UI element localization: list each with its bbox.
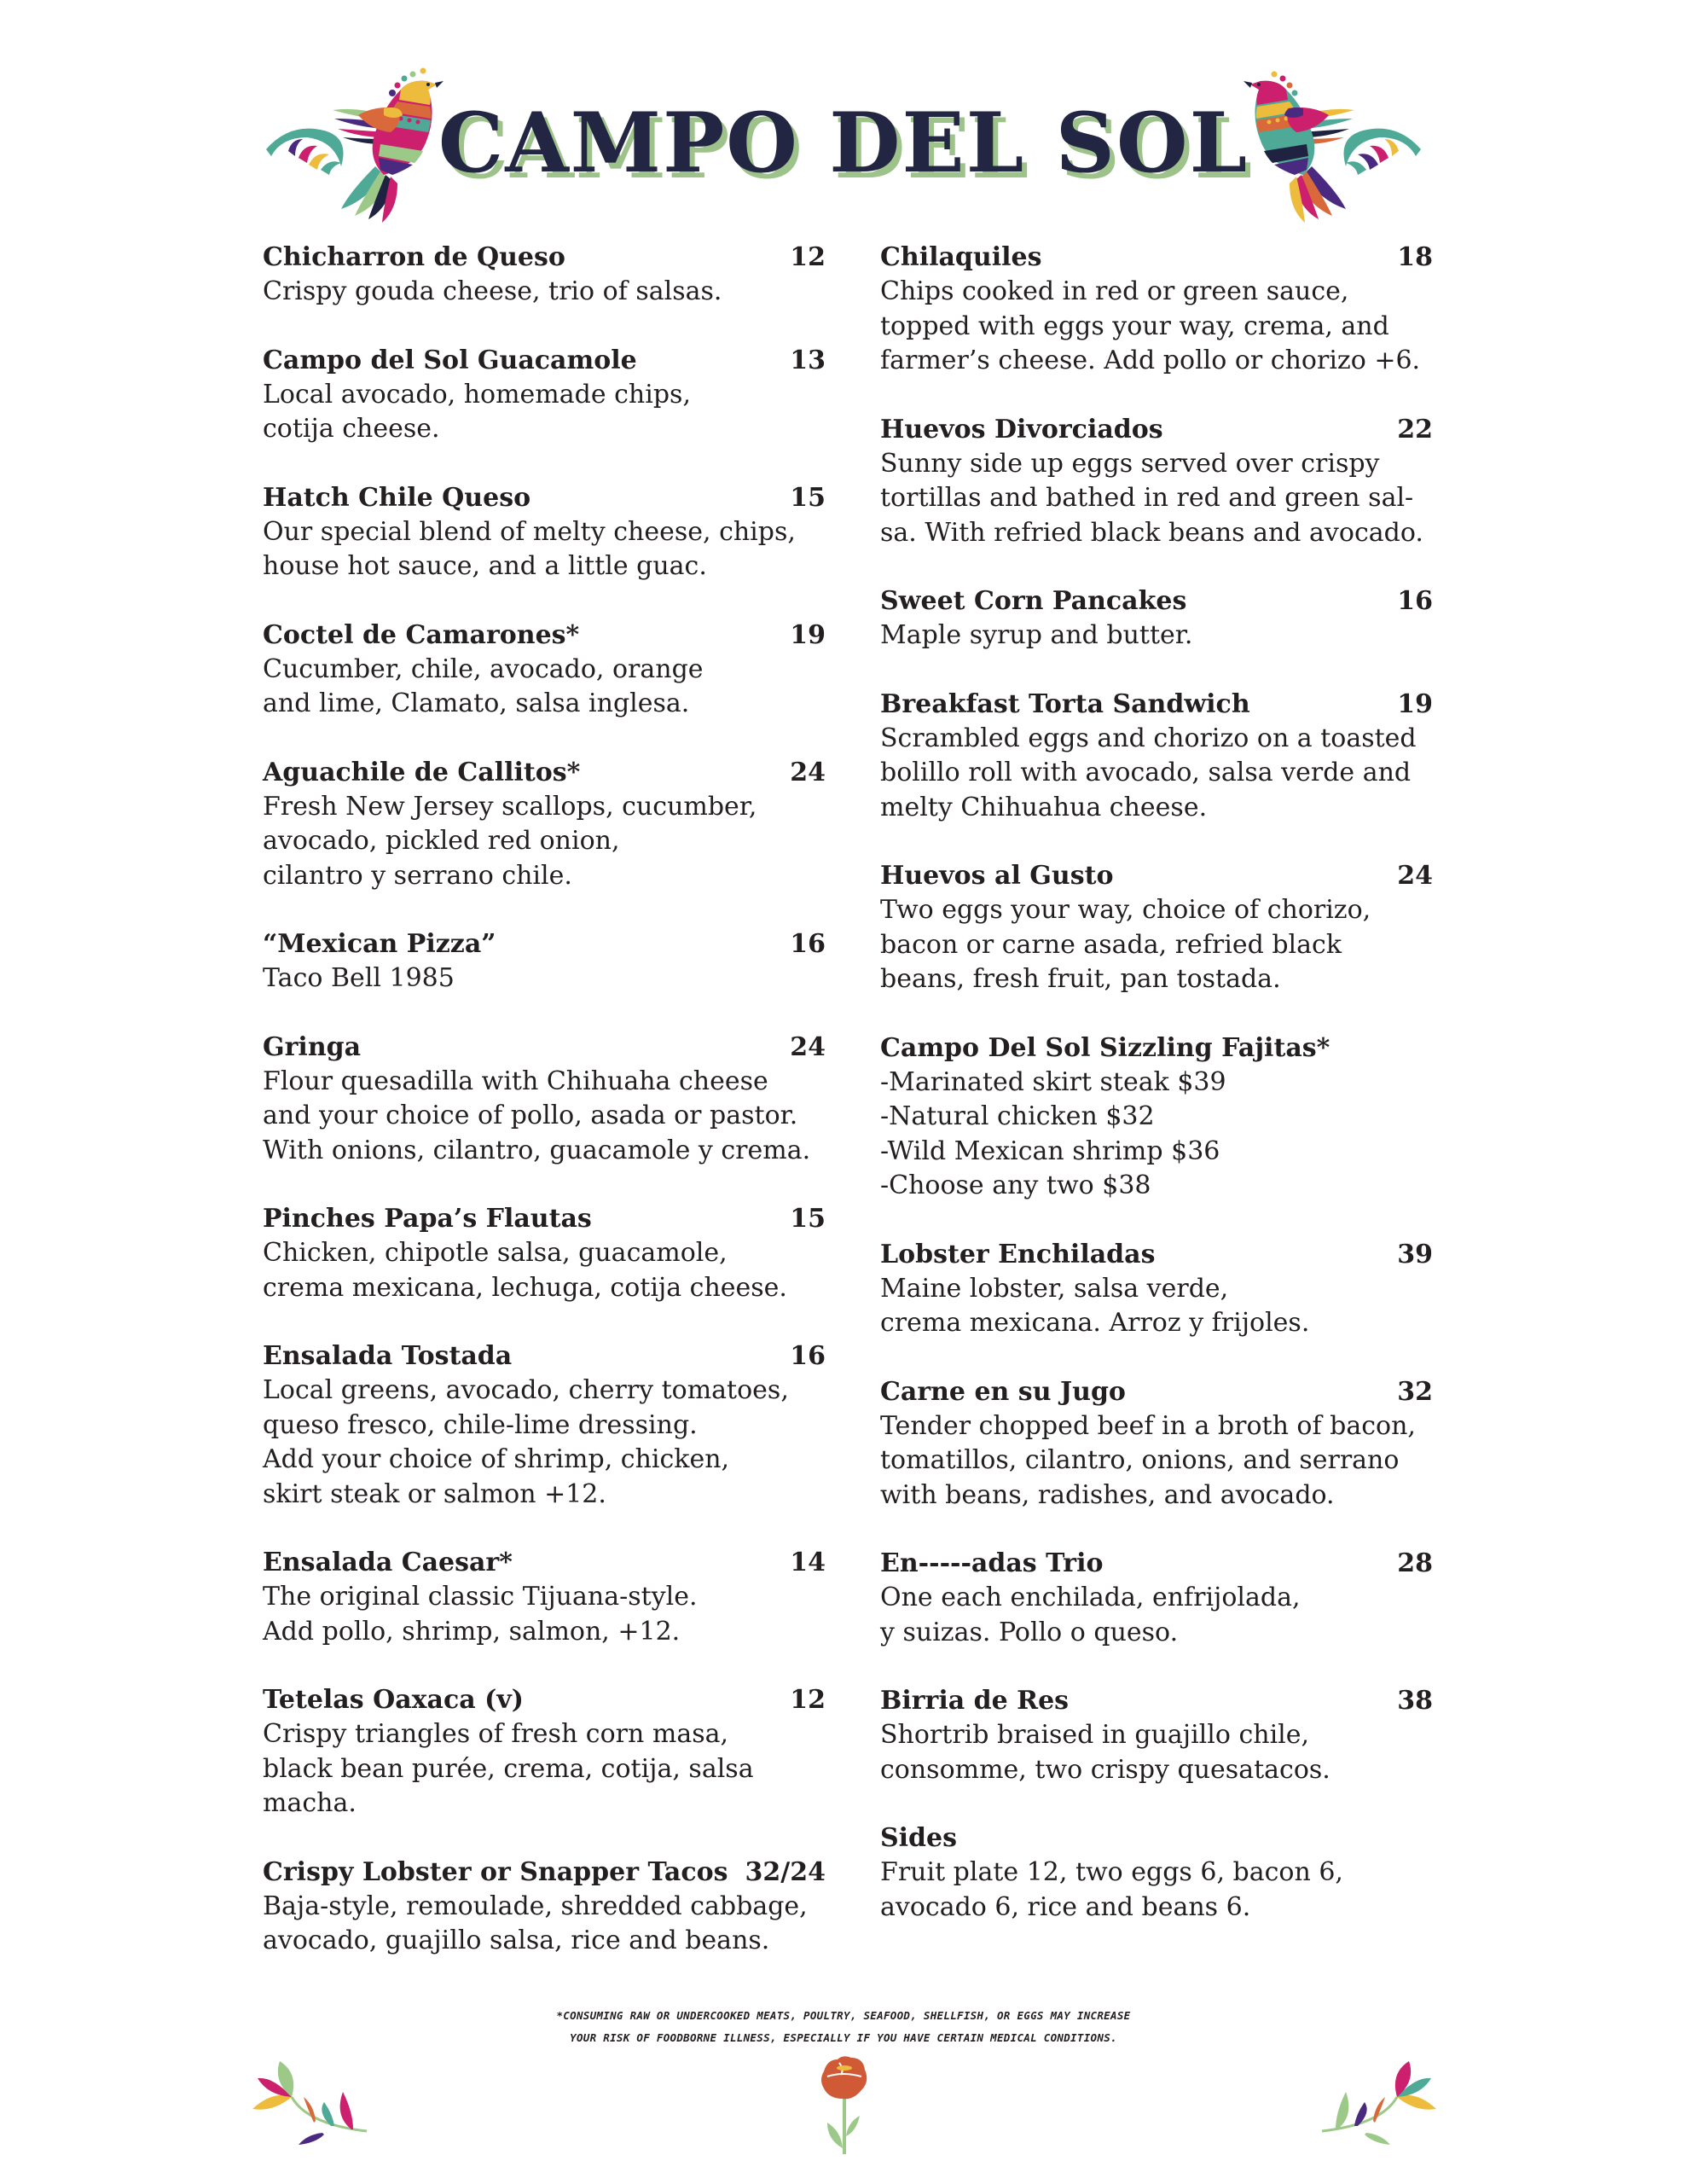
menu-item-header xyxy=(880,1031,1433,1066)
menu-item-price: 12 xyxy=(790,242,826,272)
menu-item-header xyxy=(263,344,826,378)
menu-item xyxy=(263,344,826,447)
menu-item-description: Local avocado, homemade chips, cotija cheese. xyxy=(263,379,691,444)
leaf-sprig-icon xyxy=(1296,2030,1450,2150)
menu-item xyxy=(263,1856,826,1959)
menu-item-name: En-----adas Trio xyxy=(880,1548,1104,1578)
menu-item-name: Huevos al Gusto xyxy=(880,861,1114,891)
menu-item-header xyxy=(880,1821,1433,1856)
menu-item-header xyxy=(263,927,826,961)
menu-item-description: Chicken, chipotle salsa, guacamole, crema mexicana, lechuga, cotija cheese. xyxy=(263,1238,787,1303)
menu-item xyxy=(880,1238,1433,1341)
menu-item-description: Baja-style, remoulade, shredded cabbage, avocado, guajillo salsa, rice and beans. xyxy=(263,1891,808,1955)
menu-item-description: Maine lobster, salsa verde, crema mexicana. Arroz y frijoles. xyxy=(880,1273,1310,1338)
menu-item-price: 22 xyxy=(1397,414,1433,444)
menu-item-header xyxy=(880,1547,1433,1581)
menu-item-description: Fruit plate 12, two eggs 6, bacon 6, avocado 6, rice and beans 6. xyxy=(880,1857,1343,1922)
menu-item-header xyxy=(880,1375,1433,1409)
menu-item xyxy=(880,859,1433,997)
menu-item-description: Two eggs your way, choice of chorizo, bacon or carne asada, refried black beans, fresh fruit, pan tostada. xyxy=(880,895,1371,994)
menu-item-name: Ensalada Caesar* xyxy=(263,1548,513,1577)
menu-item xyxy=(263,1202,826,1305)
menu-item-name: Crispy Lobster or Snapper Tacos xyxy=(263,1856,728,1887)
menu-item-price: 28 xyxy=(1397,1548,1433,1578)
menu-item-price: 16 xyxy=(1397,586,1433,616)
menu-item-name: Birria de Res xyxy=(880,1686,1070,1716)
menu-item xyxy=(880,1821,1433,1925)
menu-item-price: 15 xyxy=(790,482,826,513)
menu-item-name: Huevos Divorciados xyxy=(880,414,1163,444)
menu-item-header xyxy=(263,1202,826,1236)
menu-item-price: 19 xyxy=(790,619,826,650)
menu-item-price: 16 xyxy=(790,929,826,959)
menu-item-description: -Marinated skirt steak $39 -Natural chicken $32 -Wild Mexican shrimp $36 -Choose any two $38 xyxy=(880,1066,1226,1200)
menu-item-name: Hatch Chile Queso xyxy=(263,482,531,513)
menu-item-price: 24 xyxy=(790,757,826,787)
menu-item-price: 16 xyxy=(790,1341,826,1371)
menu-item-description: Maple syrup and butter. xyxy=(880,620,1193,650)
menu-item-header xyxy=(263,481,826,515)
menu-item xyxy=(880,241,1433,379)
menu-header xyxy=(0,0,1687,222)
menu-item-description: Fresh New Jersey scallops, cucumber, avocado, pickled red onion, cilantro y serrano chile. xyxy=(263,791,757,891)
menu-item xyxy=(880,688,1433,826)
menu-item-description: Crispy triangles of fresh corn masa, black bean purée, crema, cotija, salsa macha. xyxy=(263,1719,754,1818)
menu-item xyxy=(263,241,826,310)
menu-item-header xyxy=(880,859,1433,893)
disclaimer-line: *CONSUMING RAW OR UNDERCOOKED MEATS, POULTRY, SEAFOOD, SHELLFISH, OR EGGS MAY INCREASE xyxy=(556,2009,1131,2022)
menu-item-name: Sweet Corn Pancakes xyxy=(880,586,1187,616)
menu-item xyxy=(880,1375,1433,1513)
menu-item-header xyxy=(263,1546,826,1580)
menu-item-header xyxy=(263,241,826,275)
menu-item-header xyxy=(263,1339,826,1374)
menu-item xyxy=(880,584,1433,653)
menu-item-header xyxy=(263,1683,826,1717)
menu-item-description: Flour quesadilla with Chihuaha cheese and your choice of pollo, asada or pastor. With onions, cilantro, guacamole y crema. xyxy=(263,1066,811,1165)
menu-column-right xyxy=(880,241,1433,1959)
menu-item-name: Campo del Sol Guacamole xyxy=(263,345,637,375)
menu-item-description: Scrambled eggs and chorizo on a toasted bolillo roll with avocado, salsa verde and melty Chihuahua cheese. xyxy=(880,723,1417,822)
menu-item-description: One each enchilada, enfrijolada, y suizas. Pollo o queso. xyxy=(880,1583,1301,1647)
menu-item-name: Chilaquiles xyxy=(880,242,1042,272)
menu-item-price: 32 xyxy=(1397,1376,1433,1407)
menu-item-description: Crispy gouda cheese, trio of salsas. xyxy=(263,276,722,306)
menu-item-price: 15 xyxy=(790,1204,826,1234)
menu-item-name: Breakfast Torta Sandwich xyxy=(880,688,1250,719)
menu-item-name: Sides xyxy=(880,1823,958,1853)
poppy-flower-icon xyxy=(793,2048,896,2167)
menu-item-price: 39 xyxy=(1397,1239,1433,1269)
menu-item xyxy=(880,1547,1433,1650)
menu-item-price: 13 xyxy=(790,345,826,375)
menu-item-name: Lobster Enchiladas xyxy=(880,1239,1156,1269)
menu-item-price: 32/24 xyxy=(745,1856,826,1887)
menu-item-description: Chips cooked in red or green sauce, topped with eggs your way, crema, and farmer’s cheese. Add pollo or chorizo +6. xyxy=(880,276,1421,375)
menu-item-header xyxy=(880,413,1433,447)
menu-item-header xyxy=(263,1856,826,1890)
menu-item xyxy=(263,1546,826,1649)
menu-item-price: 14 xyxy=(790,1548,826,1577)
menu-item xyxy=(263,927,826,996)
menu-item-description: Sunny side up eggs served over crispy tortillas and bathed in red and green sal- sa. With refried black beans and avocado. xyxy=(880,448,1423,548)
menu-item xyxy=(263,1339,826,1512)
menu-item-description: Cucumber, chile, avocado, orange and lime, Clamato, salsa inglesa. xyxy=(263,653,704,718)
menu-item xyxy=(263,619,826,722)
menu-item-header xyxy=(880,688,1433,722)
menu-item-description: The original classic Tijuana-style. Add pollo, shrimp, salmon, +12. xyxy=(263,1582,698,1647)
menu-item xyxy=(880,1031,1433,1204)
menu-item-price: 18 xyxy=(1397,242,1433,272)
restaurant-title: CAMPO DEL SOL xyxy=(438,95,1249,191)
menu-item-header xyxy=(880,1238,1433,1272)
menu-item-price: 24 xyxy=(790,1031,826,1062)
menu-item-name: Tetelas Oaxaca (v) xyxy=(263,1685,524,1715)
menu-item-description: Local greens, avocado, cherry tomatoes, queso fresco, chile-lime dressing. Add your choice of shrimp, chicken, skirt steak or salmon +12. xyxy=(263,1375,789,1509)
menu-item xyxy=(263,481,826,584)
menu-item-name: Pinches Papa’s Flautas xyxy=(263,1204,592,1234)
menu-item-header xyxy=(263,619,826,653)
menu-item-header xyxy=(263,1031,826,1065)
menu-item-name: Aguachile de Callitos* xyxy=(263,757,581,787)
menu-item-name: Carne en su Jugo xyxy=(880,1376,1126,1407)
disclaimer-line: YOUR RISK OF FOODBORNE ILLNESS, ESPECIALLY IF YOU HAVE CERTAIN MEDICAL CONDITIONS. xyxy=(570,2031,1117,2044)
menu-item-name: Gringa xyxy=(263,1031,362,1062)
menu-column-left xyxy=(263,241,826,1993)
menu-item xyxy=(880,413,1433,551)
menu-item-description: Shortrib braised in guajillo chile, consomme, two crispy quesatacos. xyxy=(880,1720,1330,1785)
menu-item-header xyxy=(880,1684,1433,1718)
leaf-sprig-icon xyxy=(239,2030,392,2150)
menu-item-price: 12 xyxy=(790,1685,826,1715)
menu-item-header xyxy=(880,584,1433,619)
menu-item-name: Chicharron de Queso xyxy=(263,242,565,272)
menu-item-price: 24 xyxy=(1397,861,1433,891)
menu-item-name: Campo Del Sol Sizzling Fajitas* xyxy=(880,1032,1330,1063)
menu-item-name: Ensalada Tostada xyxy=(263,1341,513,1371)
menu-item xyxy=(263,1683,826,1821)
menu-item-description: Tender chopped beef in a broth of bacon, tomatillos, cilantro, onions, and serrano with beans, radishes, and avocado. xyxy=(880,1410,1416,1510)
menu-item-price: 38 xyxy=(1397,1686,1433,1716)
bird-icon xyxy=(1235,55,1431,226)
menu-item-description: Our special blend of melty cheese, chips, house hot sauce, and a little guac. xyxy=(263,516,796,581)
menu-item-name: “Mexican Pizza” xyxy=(263,929,496,959)
menu-item-name: Coctel de Camarones* xyxy=(263,619,580,650)
menu-item xyxy=(263,756,826,894)
menu-item-header xyxy=(880,241,1433,275)
menu-item xyxy=(880,1684,1433,1787)
menu-item xyxy=(263,1031,826,1169)
menu-item-description: Taco Bell 1985 xyxy=(263,963,455,993)
menu-item-price: 19 xyxy=(1397,688,1433,719)
menu-item-header xyxy=(263,756,826,790)
